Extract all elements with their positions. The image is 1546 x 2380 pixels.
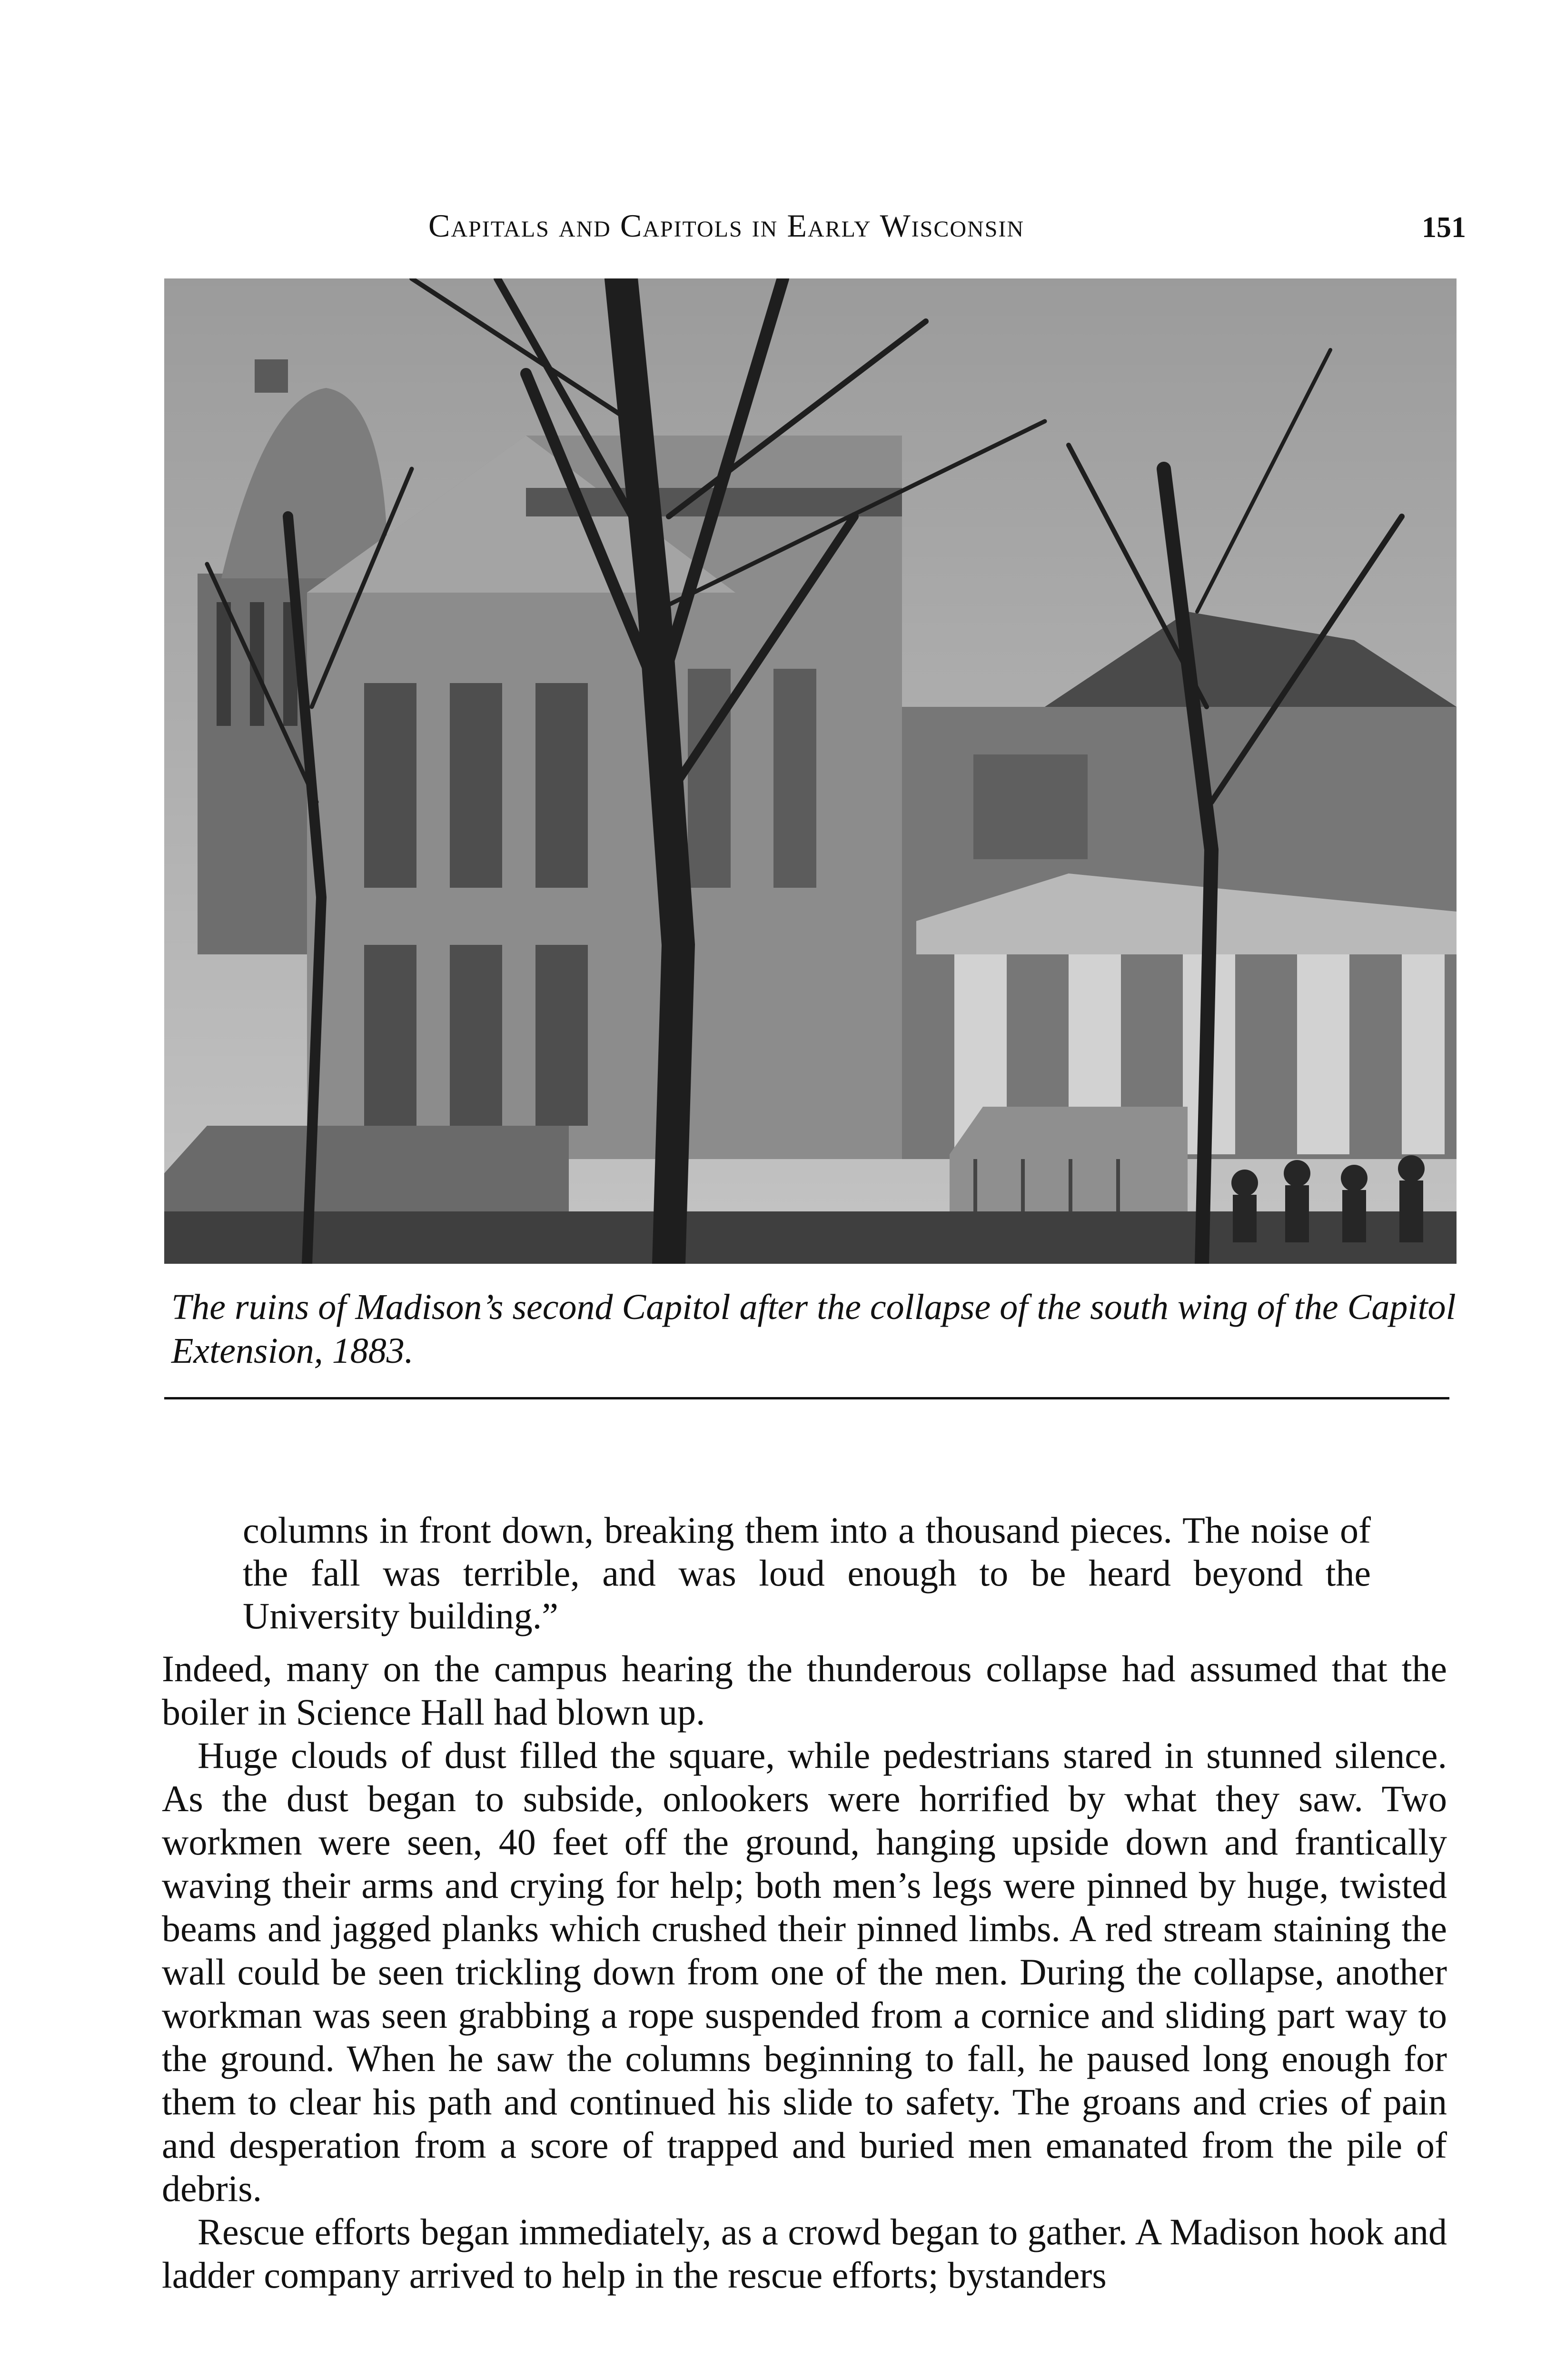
paragraph: Indeed, many on the campus hearing the thunderous collapse had assumed that the boiler in Science Hall had blown up. [162, 1648, 1447, 1733]
running-head [162, 202, 1466, 255]
page-number: 151 [1422, 211, 1466, 244]
capitol-facade [307, 436, 902, 1159]
capitol-ruins-illustration [164, 278, 1457, 1264]
figure-caption: The ruins of Madison’s second Capitol after the collapse of the south wing of the Capitol Extension, 1883. [171, 1287, 1456, 1371]
capitol-ruins-photo [164, 278, 1457, 1264]
ground [164, 1211, 1457, 1264]
running-title: Capitals and Capitols in Early Wisconsin [428, 208, 1025, 244]
paragraph: Rescue efforts began immediately, as a crowd began to gather. A Madison hook and ladder company arrived to help in the rescue efforts; bystanders [162, 2211, 1447, 2296]
caption-rule [164, 1397, 1449, 1399]
paragraph: Huge clouds of dust filled the square, while pedestrians stared in stunned silence. As the dust began to subside, onlookers were horrified by what they saw. Two workmen were seen, 40 feet off the ground, hanging upside down and frantically waving their arms and crying for help; both men’s legs were pinned by huge, twisted beams and jagged planks which crushed their pinned limbs. A red stream staining the wall could be seen trickling down from one of the men. During the collapse, another workman was seen grabbing a rope suspended from a cornice and sliding part way to the ground. When he saw the columns beginning to fall, he paused long enough for them to clear his path and continued his slide to safety. The groans and cries of pain and desperation from a score of trapped and buried men emanated from the pile of debris. [162, 1735, 1447, 2209]
body-text [162, 1647, 1447, 2297]
block-quote: columns in front down, breaking them into a thousand pieces. The noise of the fall was terrible, and was loud enough to be heard beyond the University building.” [243, 1509, 1371, 1636]
